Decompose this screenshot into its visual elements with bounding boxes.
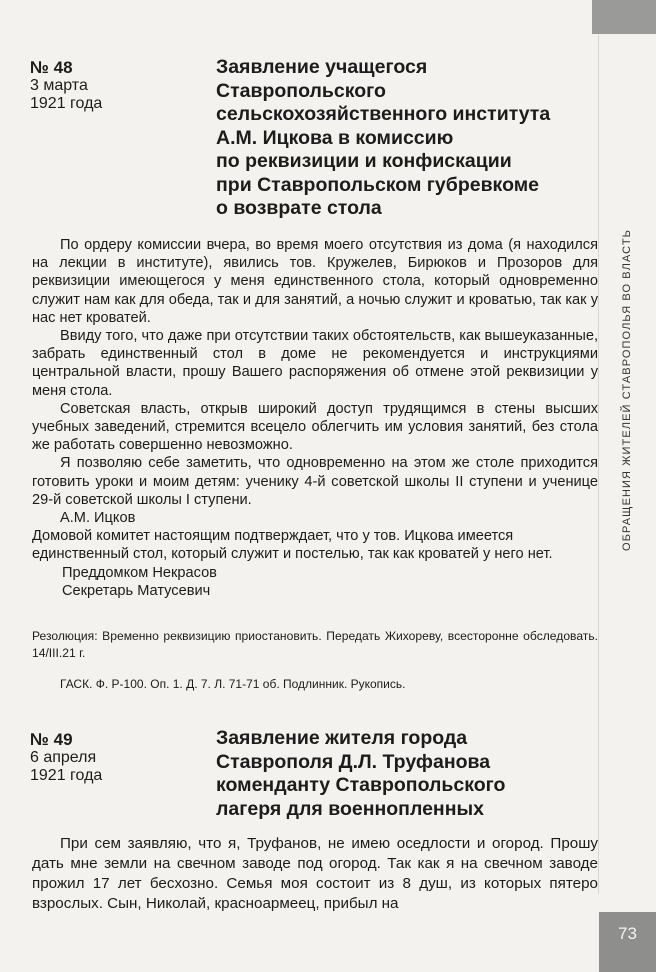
doc-49-number: № 49 bbox=[30, 730, 73, 749]
doc-49-title-line: коменданту Ставропольского bbox=[216, 774, 506, 796]
doc-48-title-line: Ставропольского bbox=[216, 79, 386, 102]
page-number: 73 bbox=[618, 924, 637, 943]
doc-49-body bbox=[32, 834, 598, 914]
doc-49-year: 1921 года bbox=[30, 767, 103, 784]
doc-49-title-line: Ставрополя Д.Л. Труфанова bbox=[216, 750, 491, 773]
running-section-caption: ОБРАЩЕНИЯ ЖИТЕЛЕЙ СТАВРОПОЛЬЯ ВО ВЛАСТЬ bbox=[621, 229, 633, 551]
doc-49-date: 6 апреля bbox=[30, 749, 97, 766]
committee-signature: Преддомком Некрасов bbox=[62, 564, 217, 581]
body-paragraph: Ввиду того, что даже при отсутствии таких обстоятельств, как вышеуказанные, забрать единственный стол в доме не рекомендуется и инструкциями центральной власти, прошу Вашего распоряжения об отмене этой реквизиции у меня стола. bbox=[32, 328, 598, 399]
doc-48-archive-ref: ГАСК. Ф. Р-100. Оп. 1. Д. 7. Л. 71-71 об. Подлинник. Рукопись. bbox=[60, 677, 406, 691]
doc-49-header bbox=[30, 730, 102, 785]
body-paragraph: Советская власть, открыв широкий доступ трудящимся в стены высших учебных заведений, стремится всецело облегчить им условия занятий, без стола же работать совершенно невозможно. bbox=[32, 400, 598, 454]
doc-48-number: № 48 bbox=[30, 58, 73, 77]
body-paragraph: По ордеру комиссии вчера, во время моего отсутствия из дома (я находился на лекции в институте), явились тов. Кружелев, Бирюков и Прозоров для реквизиции имеющегося у меня единственного стола, который одновременно служит нам как для обеда, так и для занятий, а ночью служит и кроватью, так как у нас нет кроватей. bbox=[32, 237, 598, 326]
doc-48-title-line: А.М. Ицкова в комиссию bbox=[216, 126, 454, 149]
committee-signature: Секретарь Матусевич bbox=[62, 582, 211, 599]
author-signature: А.М. Ицков bbox=[60, 510, 136, 527]
doc-48-title bbox=[216, 56, 596, 221]
body-paragraph: При сем заявляю, что я, Труфанов, не имею оседлости и огород. Прошу дать мне земли на свечном заводе под огород. Так как я на свечном заводе прожил 17 лет бесхозно. Семья моя состоит из 8 душ, из которых пятеро взрослых. Сын, Николай, красноармеец, прибыл на bbox=[32, 835, 598, 912]
house-committee-note: Домовой комитет настоящим подтверждает, что у тов. Ицкова имеется единственный стол, который служит и постелью, так как кроватей у него нет. bbox=[32, 528, 553, 563]
body-paragraph: Я позволяю себе заметить, что одновременно на этом же столе приходится готовить уроки и моим детям: ученику 4-й советской школы II ступени и ученице 29-й советской школы I ступени. bbox=[32, 455, 598, 508]
doc-48-title-line: сельскохозяйственного института bbox=[216, 103, 551, 125]
doc-48-title-line: при Ставропольском губревкоме bbox=[216, 173, 539, 196]
doc-48-header bbox=[30, 58, 102, 113]
top-edge-tab bbox=[592, 0, 656, 34]
doc-48-year: 1921 года bbox=[30, 95, 103, 112]
doc-48-title-line: по реквизиции и конфискации bbox=[216, 150, 512, 172]
doc-48-resolution: Резолюция: Временно реквизицию приостановить. Передать Жихореву, всесторонне обследовать. 14/III.21 г. bbox=[32, 629, 598, 660]
doc-49-title-line: Заявление жителя города bbox=[216, 727, 468, 749]
doc-48-body bbox=[32, 236, 598, 600]
doc-49-title-line: лагеря для военнопленных bbox=[216, 797, 484, 820]
doc-49-title bbox=[216, 727, 586, 821]
doc-48-date: 3 марта bbox=[30, 77, 88, 94]
doc-48-title-line: Заявление учащегося bbox=[216, 56, 428, 78]
doc-48-title-line: о возврате стола bbox=[216, 197, 382, 219]
